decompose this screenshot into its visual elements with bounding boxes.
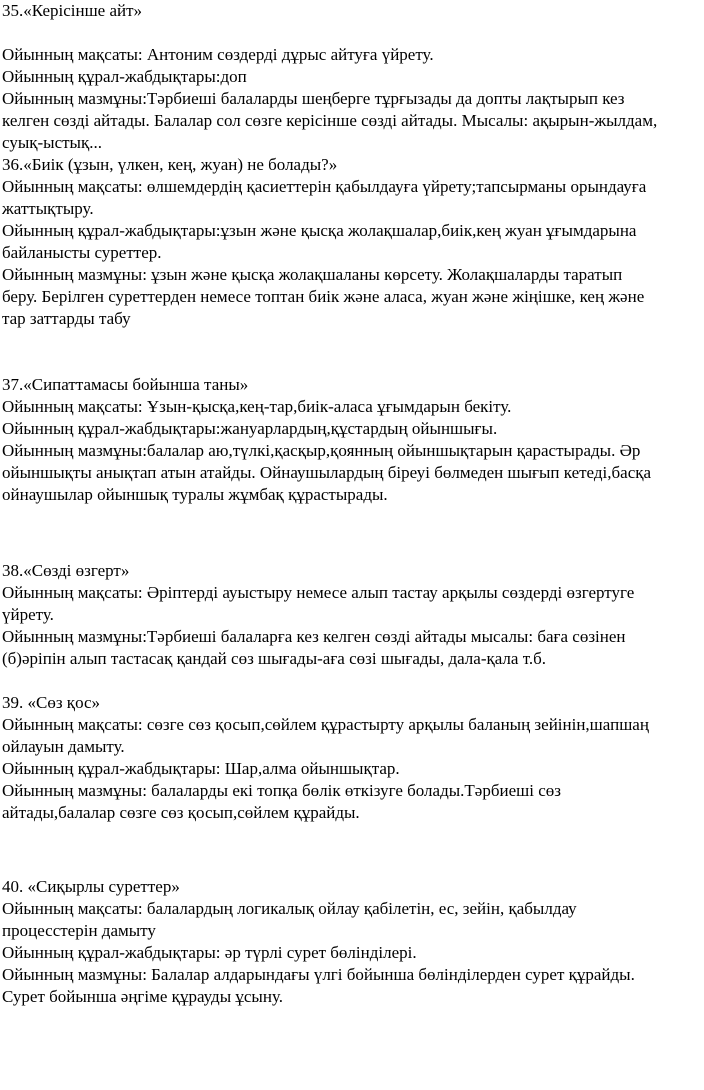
paragraph-line: Ойынның мақсаты: Әріптерді ауыстыру немесе алып тастау арқылы сөздерді өзгертуге — [2, 583, 635, 602]
paragraph-line: ойнаушылар ойыншық туралы жұмбақ құрастырады. — [2, 485, 388, 504]
paragraph-line: ойлауын дамыту. — [2, 737, 125, 756]
paragraph-line: Ойынның мақсаты: Антоним сөздерді дұрыс айтуға үйрету. — [2, 45, 434, 64]
section-title-35: 35.«Керісінше айт» — [2, 1, 143, 20]
paragraph-line: айтады,балалар сөзге сөз қосып,сөйлем құрайды. — [2, 803, 360, 822]
paragraph-line: Ойынның мазмұны: балаларды екі топқа бөлік өткізуге болады.Тәрбиеші сөз — [2, 781, 561, 800]
paragraph-line: Ойынның құрал-жабдықтары:ұзын және қысқа жолақшалар,биік,кең жуан ұғымдарына — [2, 221, 637, 240]
paragraph-line: Ойынның мазмұны:балалар аю,түлкі,қасқыр,қоянның ойыншықтарын қарастырады. Әр — [2, 441, 641, 460]
paragraph-line: Ойынның мазмұны:Тәрбиеші балаларды шеңберге тұрғызады да допты лақтырып кез — [2, 89, 625, 108]
section-title-36: 36.«Биік (ұзын, үлкен, кең, жуан) не болады?» — [2, 155, 338, 174]
paragraph-line: Ойынның мақсаты: сөзге сөз қосып,сөйлем құрастырту арқылы баланың зейінін,шапшаң — [2, 715, 649, 734]
paragraph-line: тар заттарды табу — [2, 309, 131, 328]
paragraph-line: Ойынның мақсаты: Ұзын-қысқа,кең-тар,биік-аласа ұғымдарын бекіту. — [2, 397, 512, 416]
section-title-39: 39. «Сөз қос» — [2, 693, 101, 712]
paragraph-line: Ойынның мақсаты: өлшемдердің қасиеттерін қабылдауға үйрету;тапсырманы орындауға — [2, 177, 647, 196]
paragraph-line: ойыншықты анықтап атын атайды. Ойнаушылардың біреуі бөлмеден шығып кетеді,басқа — [2, 463, 652, 482]
paragraph-line: Ойынның мазмұны: Балалар алдарындағы үлгі бойынша бөлінділерден сурет құрайды. — [2, 965, 635, 984]
paragraph-line: Ойынның мазмұны:Тәрбиеші балаларға кез келген сөзді айтады мысалы: баға сөзінен — [2, 627, 626, 646]
paragraph-line: Ойынның құрал-жабдықтары:доп — [2, 67, 247, 86]
paragraph-line: Ойынның құрал-жабдықтары: әр түрлі сурет бөлінділері. — [2, 943, 417, 962]
paragraph-line: Ойынның құрал-жабдықтары:жануарлардың,құстардың ойыншығы. — [2, 419, 498, 438]
paragraph-line: Ойынның құрал-жабдықтары: Шар,алма ойыншықтар. — [2, 759, 400, 778]
paragraph-line: Ойынның мазмұны: ұзын және қысқа жолақшаланы көрсету. Жолақшаларды таратып — [2, 265, 623, 284]
section-title-38: 38.«Сөзді өзгерт» — [2, 561, 130, 580]
paragraph-line: Сурет бойынша әңгіме құрауды ұсыну. — [2, 987, 283, 1006]
paragraph-line: суық-ыстық... — [2, 133, 102, 152]
section-title-40: 40. «Сиқырлы суреттер» — [2, 877, 180, 896]
paragraph-line: (б)әріпін алып тастасақ қандай сөз шығады-аға сөзі шығады, дала-қала т.б. — [2, 649, 547, 668]
paragraph-line: үйрету. — [2, 605, 54, 624]
paragraph-line: Ойынның мақсаты: балалардың логикалық ойлау қабілетін, ес, зейін, қабылдау — [2, 899, 577, 918]
paragraph-line: беру. Берілген суреттерден немесе топтан биік және аласа, жуан және жіңішке, кең және — [2, 287, 645, 306]
paragraph-line: байланысты суреттер. — [2, 243, 162, 262]
paragraph-line: жаттықтыру. — [2, 199, 94, 218]
paragraph-line: процесстерін дамыту — [2, 921, 156, 940]
paragraph-line: келген сөзді айтады. Балалар сол сөзге керісінше сөзді айтады. Мысалы: ақырын-жылдам, — [2, 111, 658, 130]
section-title-37: 37.«Сипаттамасы бойынша таны» — [2, 375, 249, 394]
